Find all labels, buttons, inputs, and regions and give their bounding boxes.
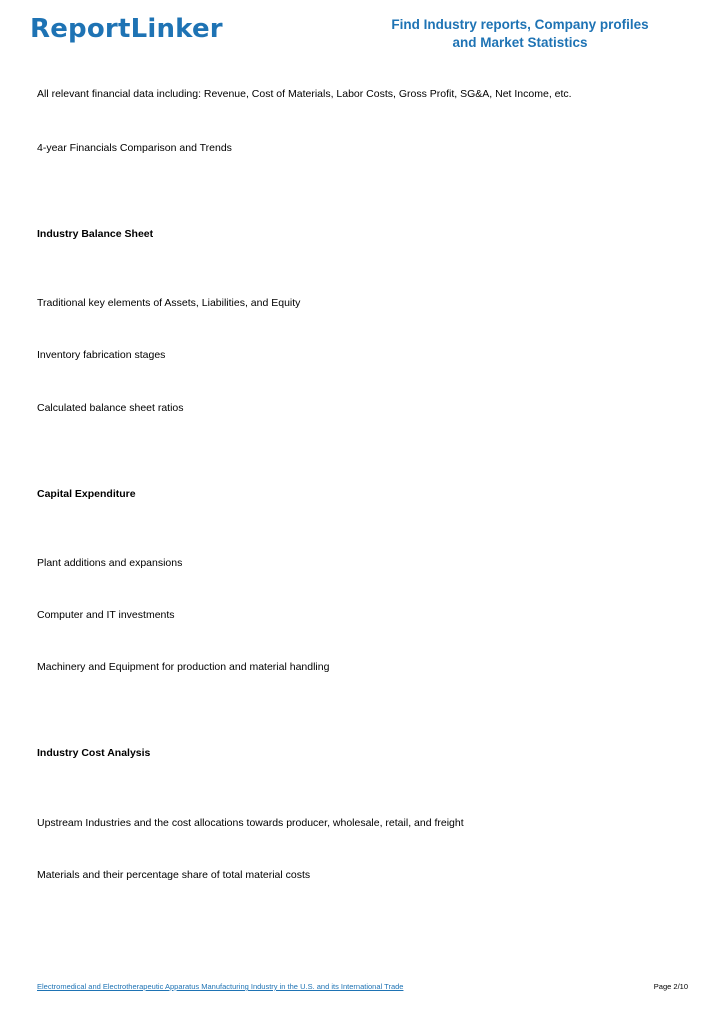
balance-ratios-line: Calculated balance sheet ratios: [37, 402, 184, 414]
assets-liabilities-line: Traditional key elements of Assets, Liabilities, and Equity: [37, 297, 301, 309]
it-investments-line: Computer and IT investments: [37, 609, 175, 621]
inventory-line: Inventory fabrication stages: [37, 349, 166, 361]
plant-additions-line: Plant additions and expansions: [37, 557, 183, 569]
financials-comparison-line: 4-year Financials Comparison and Trends: [37, 142, 232, 154]
section-heading-capital-expenditure: Capital Expenditure: [37, 488, 136, 500]
materials-share-line: Materials and their percentage share of total material costs: [37, 869, 311, 881]
machinery-line: Machinery and Equipment for production and material handling: [37, 661, 330, 673]
section-heading-cost-analysis: Industry Cost Analysis: [37, 747, 151, 759]
page-number: Page 2/10: [653, 982, 688, 991]
upstream-industries-line: Upstream Industries and the cost allocations towards producer, wholesale, retail, and freight: [37, 817, 464, 829]
tagline: [370, 16, 670, 52]
financial-data-line: All relevant financial data including: Revenue, Cost of Materials, Labor Costs, Gross Profit, SG&A, Net Income, etc.: [37, 88, 572, 100]
logo: ReportLinker: [30, 14, 223, 44]
tagline-line-1: Find Industry reports, Company profiles: [391, 17, 649, 32]
tagline-line-2: and Market Statistics: [452, 35, 588, 50]
footer-report-link[interactable]: Electromedical and Electrotherapeutic Apparatus Manufacturing Industry in the U.S. and its International Trade: [37, 982, 404, 991]
section-heading-balance-sheet: Industry Balance Sheet: [37, 228, 154, 240]
